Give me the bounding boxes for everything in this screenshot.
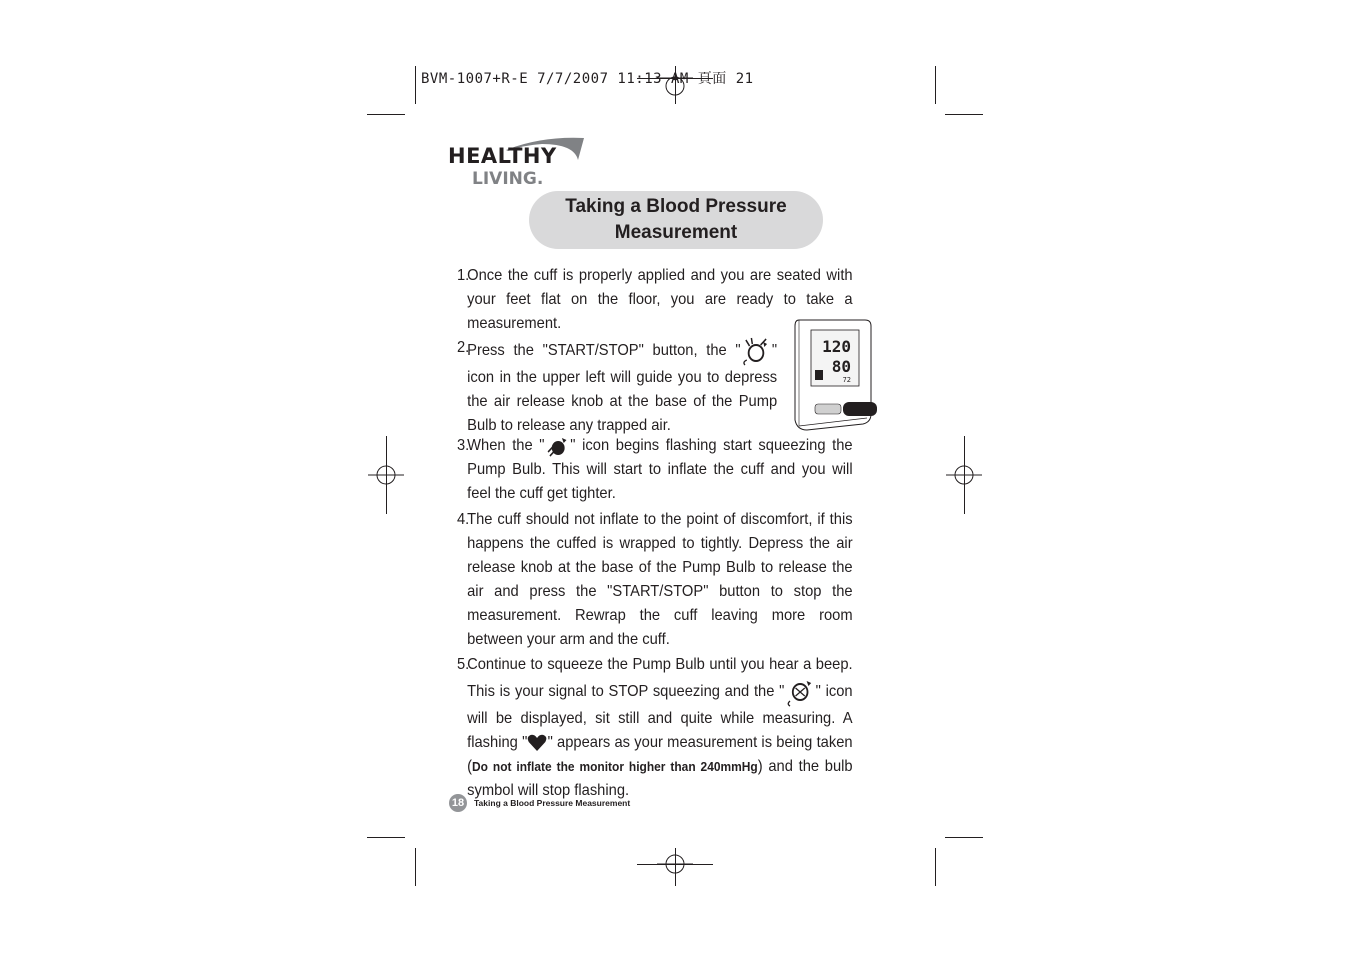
step-text: Press the "START/STOP" button, the " <box>467 342 741 360</box>
display-diastolic: 80 <box>831 357 851 376</box>
step-text: " icon in the upper left will guide you to depress the air release knob at the base of the Pump Bulb to release any trapped air. <box>467 342 778 434</box>
inflation-warning: Do not inflate the monitor higher than 240mmHg <box>472 759 758 774</box>
step-text: Once the cuff is properly applied and you are seated with your feet flat on the floor, you are ready to take a measurement. <box>467 267 853 332</box>
healthy-living-logo <box>446 134 591 192</box>
step-2 <box>457 336 777 438</box>
section-title-banner <box>529 191 823 249</box>
step-1 <box>457 264 853 336</box>
step-text: The cuff should not inflate to the point of discomfort, if this happens the cuffed is wrapped to tightly. Depress the air release knob at the base of the Pump Bulb to release the air and press the "START/STOP" button to stop the measurement. Rewrap the cuff leaving more room between your arm and the cuff. <box>467 511 853 648</box>
logo-word-healthy: HEALTHY <box>448 144 557 168</box>
step-number: 5. <box>457 656 470 673</box>
crop-mark <box>945 837 983 838</box>
registration-mark-icon <box>657 846 693 882</box>
print-slug: BVM-1007+R-E 7/7/2007 11:13 AM 頁面 21 <box>421 71 754 87</box>
crop-mark <box>945 114 983 115</box>
logo-word-living: LIVING. <box>472 169 544 189</box>
pump-bulb-squeeze-icon <box>545 434 571 458</box>
step-3 <box>457 434 853 506</box>
step-number: 2. <box>457 339 470 356</box>
registration-mark-icon <box>368 457 404 493</box>
page-title: Taking a Blood Pressure Measurement <box>565 196 787 243</box>
page-number-badge: 18 <box>449 794 467 812</box>
step-text: " icon will be displayed, sit still and quite while measuring. A flashing " <box>467 683 853 751</box>
step-4 <box>457 508 853 652</box>
step-number: 3. <box>457 437 470 454</box>
step-number: 1. <box>457 267 470 284</box>
crop-mark <box>935 848 936 886</box>
crop-mark <box>367 114 405 115</box>
step-5 <box>457 653 853 803</box>
pump-bulb-release-icon <box>741 336 772 366</box>
display-pulse: 72 <box>842 376 851 384</box>
crop-mark <box>935 66 936 104</box>
step-text: When the " <box>467 437 545 455</box>
crop-mark <box>367 837 405 838</box>
crop-mark <box>415 66 416 104</box>
step-text: ) and the bulb symbol will stop flashing. <box>467 758 853 799</box>
step-text: Continue to squeeze the Pump Bulb until you hear a beep. This is your signal to STOP squeezing and the " <box>467 656 853 701</box>
step-text: " icon begins flashing start squeezing the Pump Bulb. This will start to inflate the cuff and you will feel the cuff get tighter. <box>467 437 853 503</box>
display-systolic: 120 <box>822 337 851 356</box>
heart-icon <box>527 734 547 752</box>
registration-mark-icon <box>946 457 982 493</box>
step-text: " appears as your measurement is being taken ( <box>467 734 853 775</box>
crop-mark <box>415 848 416 886</box>
pump-bulb-stop-icon <box>784 677 815 707</box>
step-number: 4. <box>457 511 470 528</box>
footer-section-title: Taking a Blood Pressure Measurement <box>474 798 631 808</box>
